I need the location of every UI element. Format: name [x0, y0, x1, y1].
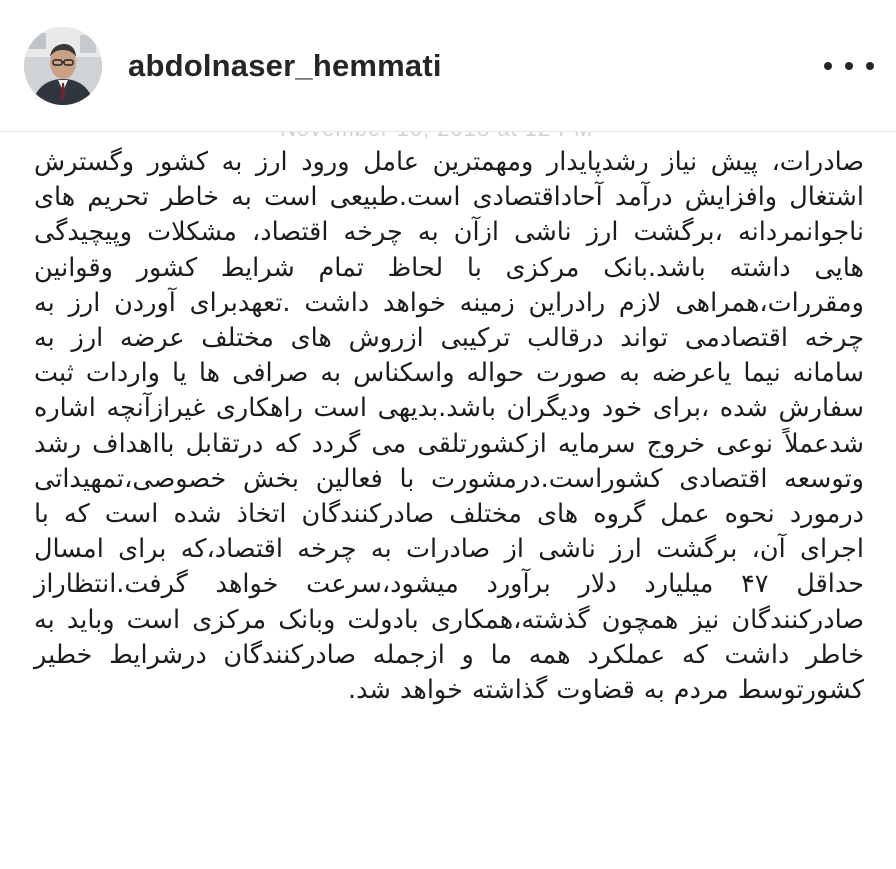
- avatar[interactable]: [24, 27, 102, 105]
- more-options-icon: [845, 62, 853, 70]
- more-options-icon: [866, 62, 874, 70]
- more-options-button[interactable]: [824, 51, 874, 81]
- username[interactable]: abdolnaser_hemmati: [128, 47, 442, 83]
- post-header: [0, 0, 896, 132]
- post-caption: صادرات، پیش نیاز رشدپایدار ومهمترین عامل ورود ارز به کشور وگسترش اشتغال وافزایش درآمد آحاداقتصادی است.طبیعی است به خاطر تحریم های ناجوانمردانه ،برگشت ارز ناشی ازآن به چرخه اقتصاد، مشکلات وپیچیدگی هایی داشته باشد.بانک مرکزی با لحاظ تمام شرایط کشور وقوانین ومقررات،همراهی لازم رادراین زمینه خواهد داشت .تعهدبرای آوردن ارز به چرخه اقتصادمی تواند درقالب ترکیبی ازروش های مختلف عرضه ارز به سامانه نیما یاعرضه به صورت حواله واسکناس به صرافی ها یا واردات ثبت سفارش شده ،برای خود ودیگران باشد.بدیهی است راهکاری غیرازآنچه اشاره شدعملاً نوعی خروج سرمایه ازکشورتلقی می گردد که درتقابل بااهداف رشد وتوسعه اقتصادی کشوراست.درمشورت با فعالین بخش خصوصی،تمهیداتی درمورد نحوه عمل گروه های مختلف صادرکنندگان اتخاذ شده است که با اجرای آن، برگشت ارز ناشی از صادرات به چرخه اقتصاد،که برای امسال حداقل ۴۷ میلیارد دلار برآورد میشود،سرعت خواهد گرفت.انتظاراز صادرکنندگان نیز همچون گذشته،همکاری بادولت وبانک مرکزی است وباید به خاطر داشت که عملکرد همه ما و ازجمله صادرکنندگان درشرایط خطیر کشورتوسط مردم به قضاوت گذاشته خواهد شد.: [34, 147, 864, 706]
- profile-photo-icon: [24, 27, 102, 105]
- more-options-icon: [824, 62, 832, 70]
